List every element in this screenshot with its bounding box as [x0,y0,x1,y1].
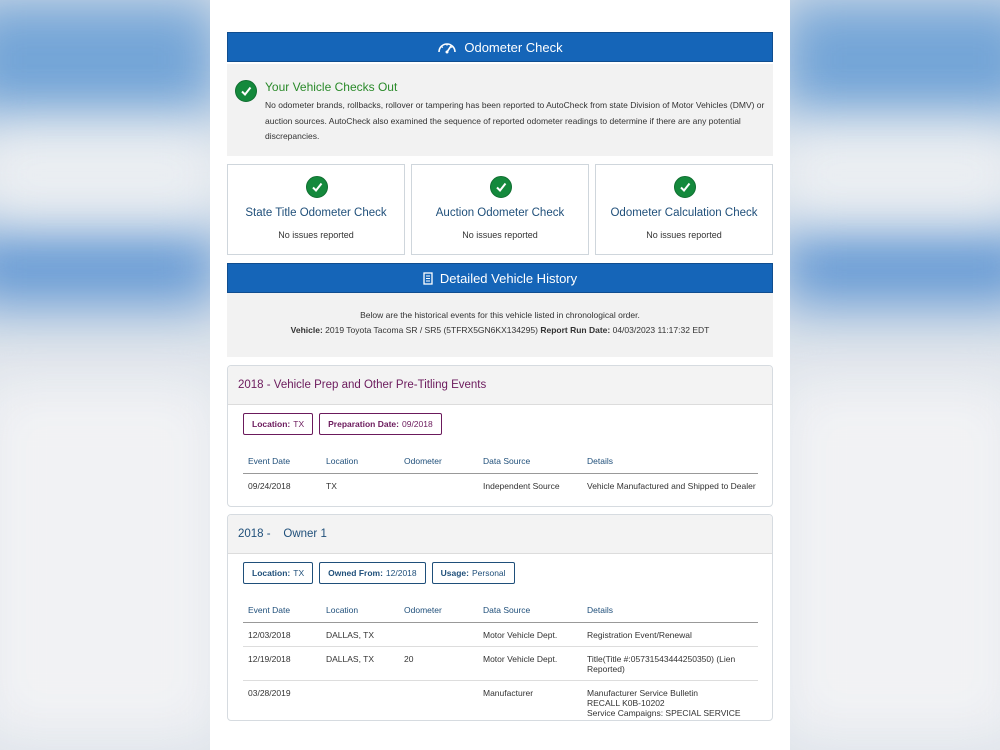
preparation-date-tag [319,413,442,435]
details-line: Vehicle Manufactured and Shipped to Dealer [587,481,756,491]
event-source: Motor Vehicle Dept. [478,647,582,681]
check-card-status: No issues reported [462,230,538,240]
tag-value: 12/2018 [385,568,417,578]
event-odometer: 20 [399,647,478,681]
tag-value: Personal [471,568,506,578]
event-source: Independent Source [483,481,560,491]
details-line: Manufacturer Service Bulletin [587,688,699,698]
event-odometer [399,623,478,647]
history-table [243,449,758,497]
tag-label: Location: [252,419,291,429]
event-location: DALLAS, TX [321,623,399,647]
usage-tag [432,562,515,584]
vehicle-value: 2019 Toyota Tacoma SR / SR5 (5TFRX5GN6KX134295) [325,325,538,335]
column-header: Event Date [243,449,321,474]
odometer-check-title: Odometer Check [464,39,563,55]
document-icon [423,272,433,285]
location-tag [243,562,313,584]
event-date: 03/28/2019 [248,688,291,698]
check-card-title: Odometer Calculation Check [610,207,758,219]
event-odometer [399,681,478,722]
check-card-title: State Title Odometer Check [245,207,387,219]
column-header: Event Date [243,598,321,623]
table-header-row [243,449,758,474]
owned-from-tag [319,562,426,584]
speedometer-icon [437,40,457,54]
check-card-status: No issues reported [646,230,722,240]
event-date: 12/03/2018 [243,623,321,647]
tag-value: TX [293,419,305,429]
section-tags [243,562,515,584]
event-location [321,681,399,722]
column-header: Details [582,449,758,474]
tag-label: Usage: [440,568,469,578]
run-date-label: Report Run Date: [540,325,611,335]
odometer-check-cards [227,164,773,255]
section-tags [243,413,442,435]
event-source: Motor Vehicle Dept. [478,623,582,647]
table-row [243,474,758,498]
event-source: Manufacturer [483,688,534,698]
history-table [243,598,758,721]
tag-value: 09/2018 [401,419,433,429]
column-header: Data Source [478,598,582,623]
table-row [243,647,758,681]
checkmark-icon [490,176,512,198]
column-header: Location [321,598,399,623]
column-header: Odometer [399,598,478,623]
location-tag [243,413,313,435]
event-odometer [399,474,478,498]
checkmark-icon [235,80,257,102]
vehicle-label: Vehicle: [290,325,323,335]
details-line: Reported) [587,664,625,674]
check-card-title: Auction Odometer Check [435,207,565,219]
summary-description: No odometer brands, rollbacks, rollover or tampering has been reported to AutoCheck from state Division of Motor Vehicles (DMV) or auction sources. AutoCheck also examined the sequence of reported odometer readings to determine if there are any potential discrepancies. [265,100,765,141]
event-location: DALLAS, TX [321,647,399,681]
odometer-calculation-check-card [595,164,773,255]
tag-label: Preparation Date: [328,419,399,429]
vehicle-history-title: Detailed Vehicle History [439,270,578,286]
event-details [582,647,758,681]
history-intro-text: Below are the historical events for this vehicle listed in chronological order. [360,310,640,320]
check-card-status: No issues reported [278,230,354,240]
column-header: Location [321,449,399,474]
odometer-check-banner [227,32,773,62]
checkmark-icon [306,176,328,198]
checkmark-icon [674,176,696,198]
event-details [582,623,758,647]
history-section-owner-1 [227,514,773,721]
event-date: 09/24/2018 [248,481,291,491]
tag-label: Location: [252,568,291,578]
event-details [582,681,758,722]
details-line: Title(Title #:05731543444250350) (Lien [587,654,736,664]
event-date: 12/19/2018 [243,647,321,681]
auction-odometer-check-card [411,164,589,255]
column-header: Odometer [399,449,478,474]
vehicle-info-line [227,325,773,335]
column-header: Data Source [478,449,582,474]
details-line: Registration Event/Renewal [587,630,692,640]
run-date-value: 04/03/2023 11:17:32 EDT [612,325,710,335]
table-header-row [243,598,758,623]
column-header: Details [582,598,758,623]
history-intro [227,293,773,357]
event-location: TX [326,481,337,491]
summary-title: Your Vehicle Checks Out [265,80,398,94]
table-row [243,681,758,722]
report-page [210,0,790,750]
tag-value: TX [293,568,305,578]
state-title-odometer-check-card [227,164,405,255]
section-title: 2018 - Owner 1 [228,515,772,554]
odometer-summary [227,64,773,156]
section-title: 2018 - Vehicle Prep and Other Pre-Titling Events [228,366,772,405]
tag-label: Owned From: [328,568,383,578]
history-section-pretitling [227,365,773,507]
vehicle-history-banner [227,263,773,293]
table-row [243,623,758,647]
details-line: RECALL K0B-10202 [587,698,665,708]
details-line: Service Campaigns: SPECIAL SERVICE [587,708,741,718]
event-details [582,474,758,498]
